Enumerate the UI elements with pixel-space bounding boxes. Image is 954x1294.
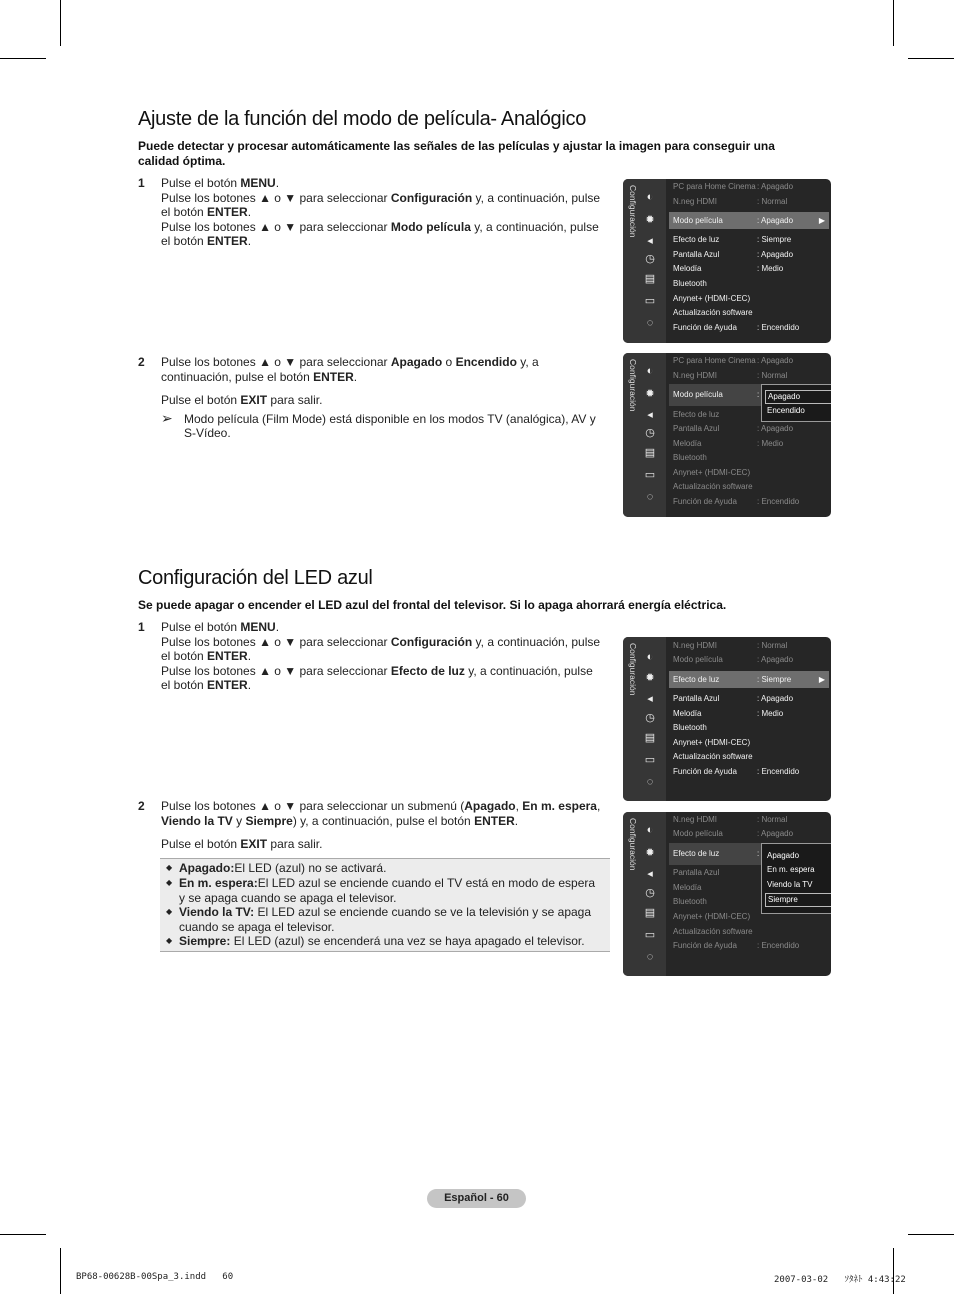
file-info: BP68-00628B-00Spa_3.indd 60 [76,1272,234,1282]
options-popup [761,384,831,422]
options-popup [761,843,831,914]
tv-menu-screen [623,637,831,801]
menu-item[interactable]: Melodía : Medio [673,264,784,273]
picture-icon: ◐ [646,365,654,377]
option-selected[interactable]: Apagado [765,390,831,404]
tv-menu-screen [623,179,831,343]
menu-item-selected[interactable]: Modo película : Apagado [673,216,794,225]
instruction-line: Pulse los botones ▲ o ▼ para seleccionar Modo película y, a continuación, pulse el botón ENTER. [161,219,599,249]
channel-icon: ▭ [644,929,656,941]
crop-mark [893,0,894,46]
option[interactable]: Apagado [767,851,800,860]
timer-icon: ◷ [645,427,655,439]
crop-mark [0,58,46,59]
crop-mark [60,0,61,46]
menu-item[interactable]: Función de Ayuda : Encendido [673,323,800,332]
input-icon: ▤ [644,447,656,459]
sound-icon: ◂ [647,868,653,880]
instruction-line: Pulse el botón EXIT para salir. [161,837,323,852]
setup-gear-icon: ✹ [645,847,655,859]
bullet-icon: ◆ [166,907,173,916]
section-title: Ajuste de la función del modo de película- Analógico [138,108,587,130]
crop-mark [908,1234,954,1235]
crop-mark [0,1234,46,1235]
crop-mark [60,1248,61,1294]
menu-item[interactable]: Efecto de luz [673,410,720,419]
menu-item[interactable]: N.neg HDMI : Normal [673,641,788,650]
step-number: 1 [138,176,145,190]
setup-gear-icon: ✹ [645,388,655,400]
timer-icon: ◷ [645,887,655,899]
picture-icon: ◐ [646,651,654,663]
section-title: Configuración del LED azul [138,567,373,589]
menu-item-selected[interactable]: Efecto de luz : [673,849,760,858]
tv-menu-screen [623,353,831,517]
input-icon: ▤ [644,273,656,285]
menu-item[interactable]: Bluetooth [673,723,707,732]
sound-icon: ◂ [647,693,653,705]
timer-icon: ◷ [645,712,655,724]
instruction-line: Pulse el botón MENU. [161,176,280,190]
section-intro: Puede detectar y procesar automáticamente las señales de las películas y ajustar la imagen para conseguir una calidad óptima. [138,139,775,168]
menu-item[interactable]: Melodía : Medio [673,439,784,448]
menu-item[interactable]: PC para Home Cinema : Apagado [673,356,794,365]
menu-item[interactable]: Anynet+ (HDMI-CEC) [673,912,751,921]
crop-mark [893,1248,894,1294]
timer-icon: ◷ [645,253,655,265]
menu-item[interactable]: Pantalla Azul [673,868,720,877]
note: ➢ Modo película (Film Mode) está disponible en los modos TV (analógica), AV y S-Vídeo. [161,409,596,441]
menu-item[interactable]: Pantalla Azul : Apagado [673,424,794,433]
menu-item[interactable]: N.neg HDMI : Normal [673,197,788,206]
sound-icon: ◂ [647,409,653,421]
note-arrow-icon: ➢ [161,409,173,426]
menu-item[interactable]: Efecto de luz : Siempre [673,235,792,244]
menu-item[interactable]: Función de Ayuda : Encendido [673,497,800,506]
menu-item-selected[interactable]: Modo película : [673,390,760,399]
menu-item[interactable]: Melodía [673,883,702,892]
channel-icon: ▭ [644,295,656,307]
menu-item[interactable]: N.neg HDMI : Normal [673,371,788,380]
step-number: 2 [138,355,145,369]
bullet-icon: ◆ [166,863,173,872]
instruction-line: Pulse los botones ▲ o ▼ para seleccionar Efecto de luz y, a continuación, pulse el botón ENTER. [161,663,593,693]
menu-item[interactable]: Modo película : Apagado [673,829,794,838]
setup-gear-icon: ✹ [645,672,655,684]
support-icon: ◌ [646,317,654,329]
bullet-icon: ◆ [166,878,173,887]
arrow-right-icon: ▶ [818,675,825,684]
option-selected[interactable]: Siempre [765,893,831,907]
menu-item[interactable]: Bluetooth [673,453,707,462]
menu-vertical-label: Configuración [628,185,638,238]
support-icon: ◌ [646,951,654,963]
channel-icon: ▭ [644,469,656,481]
menu-item[interactable]: PC para Home Cinema : Apagado [673,182,794,191]
led-options-list: ◆ Apagado:El LED (azul) no se activará. ◆ En m. espera:El LED azul se enciende cuando el TV está en modo de espera y se apaga cuando se apaga el televisor. ◆ Viendo la TV: El LED azul se enciende cuando se ve la televisión y se apaga cuando se apaga el televisor. ◆ Siempre: El LED (azul) se encenderá una vez se haya apagado el televisor. [160,858,610,952]
menu-item[interactable]: N.neg HDMI : Normal [673,815,788,824]
sound-icon: ◂ [647,235,653,247]
channel-icon: ▭ [644,754,656,766]
menu-item[interactable]: Actualización software [673,927,753,936]
picture-icon: ◐ [646,824,654,836]
support-icon: ◌ [646,491,654,503]
section-intro: Se puede apagar o encender el LED azul del frontal del televisor. Si lo apaga ahorrará energía eléctrica. [138,598,727,612]
page-number: Español - 60 [427,1189,526,1208]
menu-item[interactable]: Actualización software [673,308,753,317]
option[interactable]: Encendido [767,406,805,415]
menu-item[interactable]: Anynet+ (HDMI-CEC) [673,294,751,303]
menu-item[interactable]: Anynet+ (HDMI-CEC) [673,468,751,477]
instruction-line: Pulse los botones ▲ o ▼ para seleccionar Configuración y, a continuación, pulse el botón ENTER. [161,634,601,664]
menu-item[interactable]: Bluetooth [673,279,707,288]
menu-item[interactable]: Función de Ayuda : Encendido [673,941,800,950]
menu-item[interactable]: Pantalla Azul : Apagado [673,250,794,259]
step-number: 2 [138,799,145,813]
menu-item[interactable]: Modo película : Apagado [673,655,794,664]
menu-vertical-label: Configuración [628,643,638,696]
instruction-line: Pulse el botón MENU. [161,620,280,634]
picture-icon: ◐ [646,191,654,203]
step-number: 1 [138,620,145,634]
menu-item-selected[interactable]: Efecto de luz : Siempre [673,675,792,684]
menu-item[interactable]: Actualización software [673,752,753,761]
option[interactable]: En m. espera [767,865,815,874]
menu-item[interactable]: Pantalla Azul : Apagado [673,694,794,703]
menu-item[interactable]: Anynet+ (HDMI-CEC) [673,738,751,747]
instruction-line: Pulse los botones ▲ o ▼ para seleccionar un submenú (Apagado, En m. espera, Viendo la TV y Siempre) y, a continuación, pulse el botón ENTER. [161,799,601,828]
menu-item[interactable]: Actualización software [673,482,753,491]
option[interactable]: Viendo la TV [767,880,813,889]
input-icon: ▤ [644,732,656,744]
support-icon: ◌ [646,776,654,788]
input-icon: ▤ [644,907,656,919]
setup-gear-icon: ✹ [645,214,655,226]
instruction-line: Pulse los botones ▲ o ▼ para seleccionar Apagado o Encendido y, a continuación, pulse el botón ENTER. [161,355,539,384]
menu-vertical-label: Configuración [628,359,638,412]
menu-item[interactable]: Función de Ayuda : Encendido [673,767,800,776]
instruction-line: Pulse los botones ▲ o ▼ para seleccionar Configuración y, a continuación, pulse el botón ENTER. [161,190,601,220]
print-date: 2007-03-02 ｿﾀﾈﾄ 4:43:22 [774,1275,906,1285]
tv-menu-screen [623,812,831,976]
menu-item[interactable]: Bluetooth [673,897,707,906]
instruction-line: Pulse el botón EXIT para salir. [161,393,323,408]
menu-item[interactable]: Melodía : Medio [673,709,784,718]
menu-vertical-label: Configuración [628,818,638,871]
bullet-icon: ◆ [166,936,173,945]
crop-mark [908,58,954,59]
arrow-right-icon: ▶ [818,216,825,225]
